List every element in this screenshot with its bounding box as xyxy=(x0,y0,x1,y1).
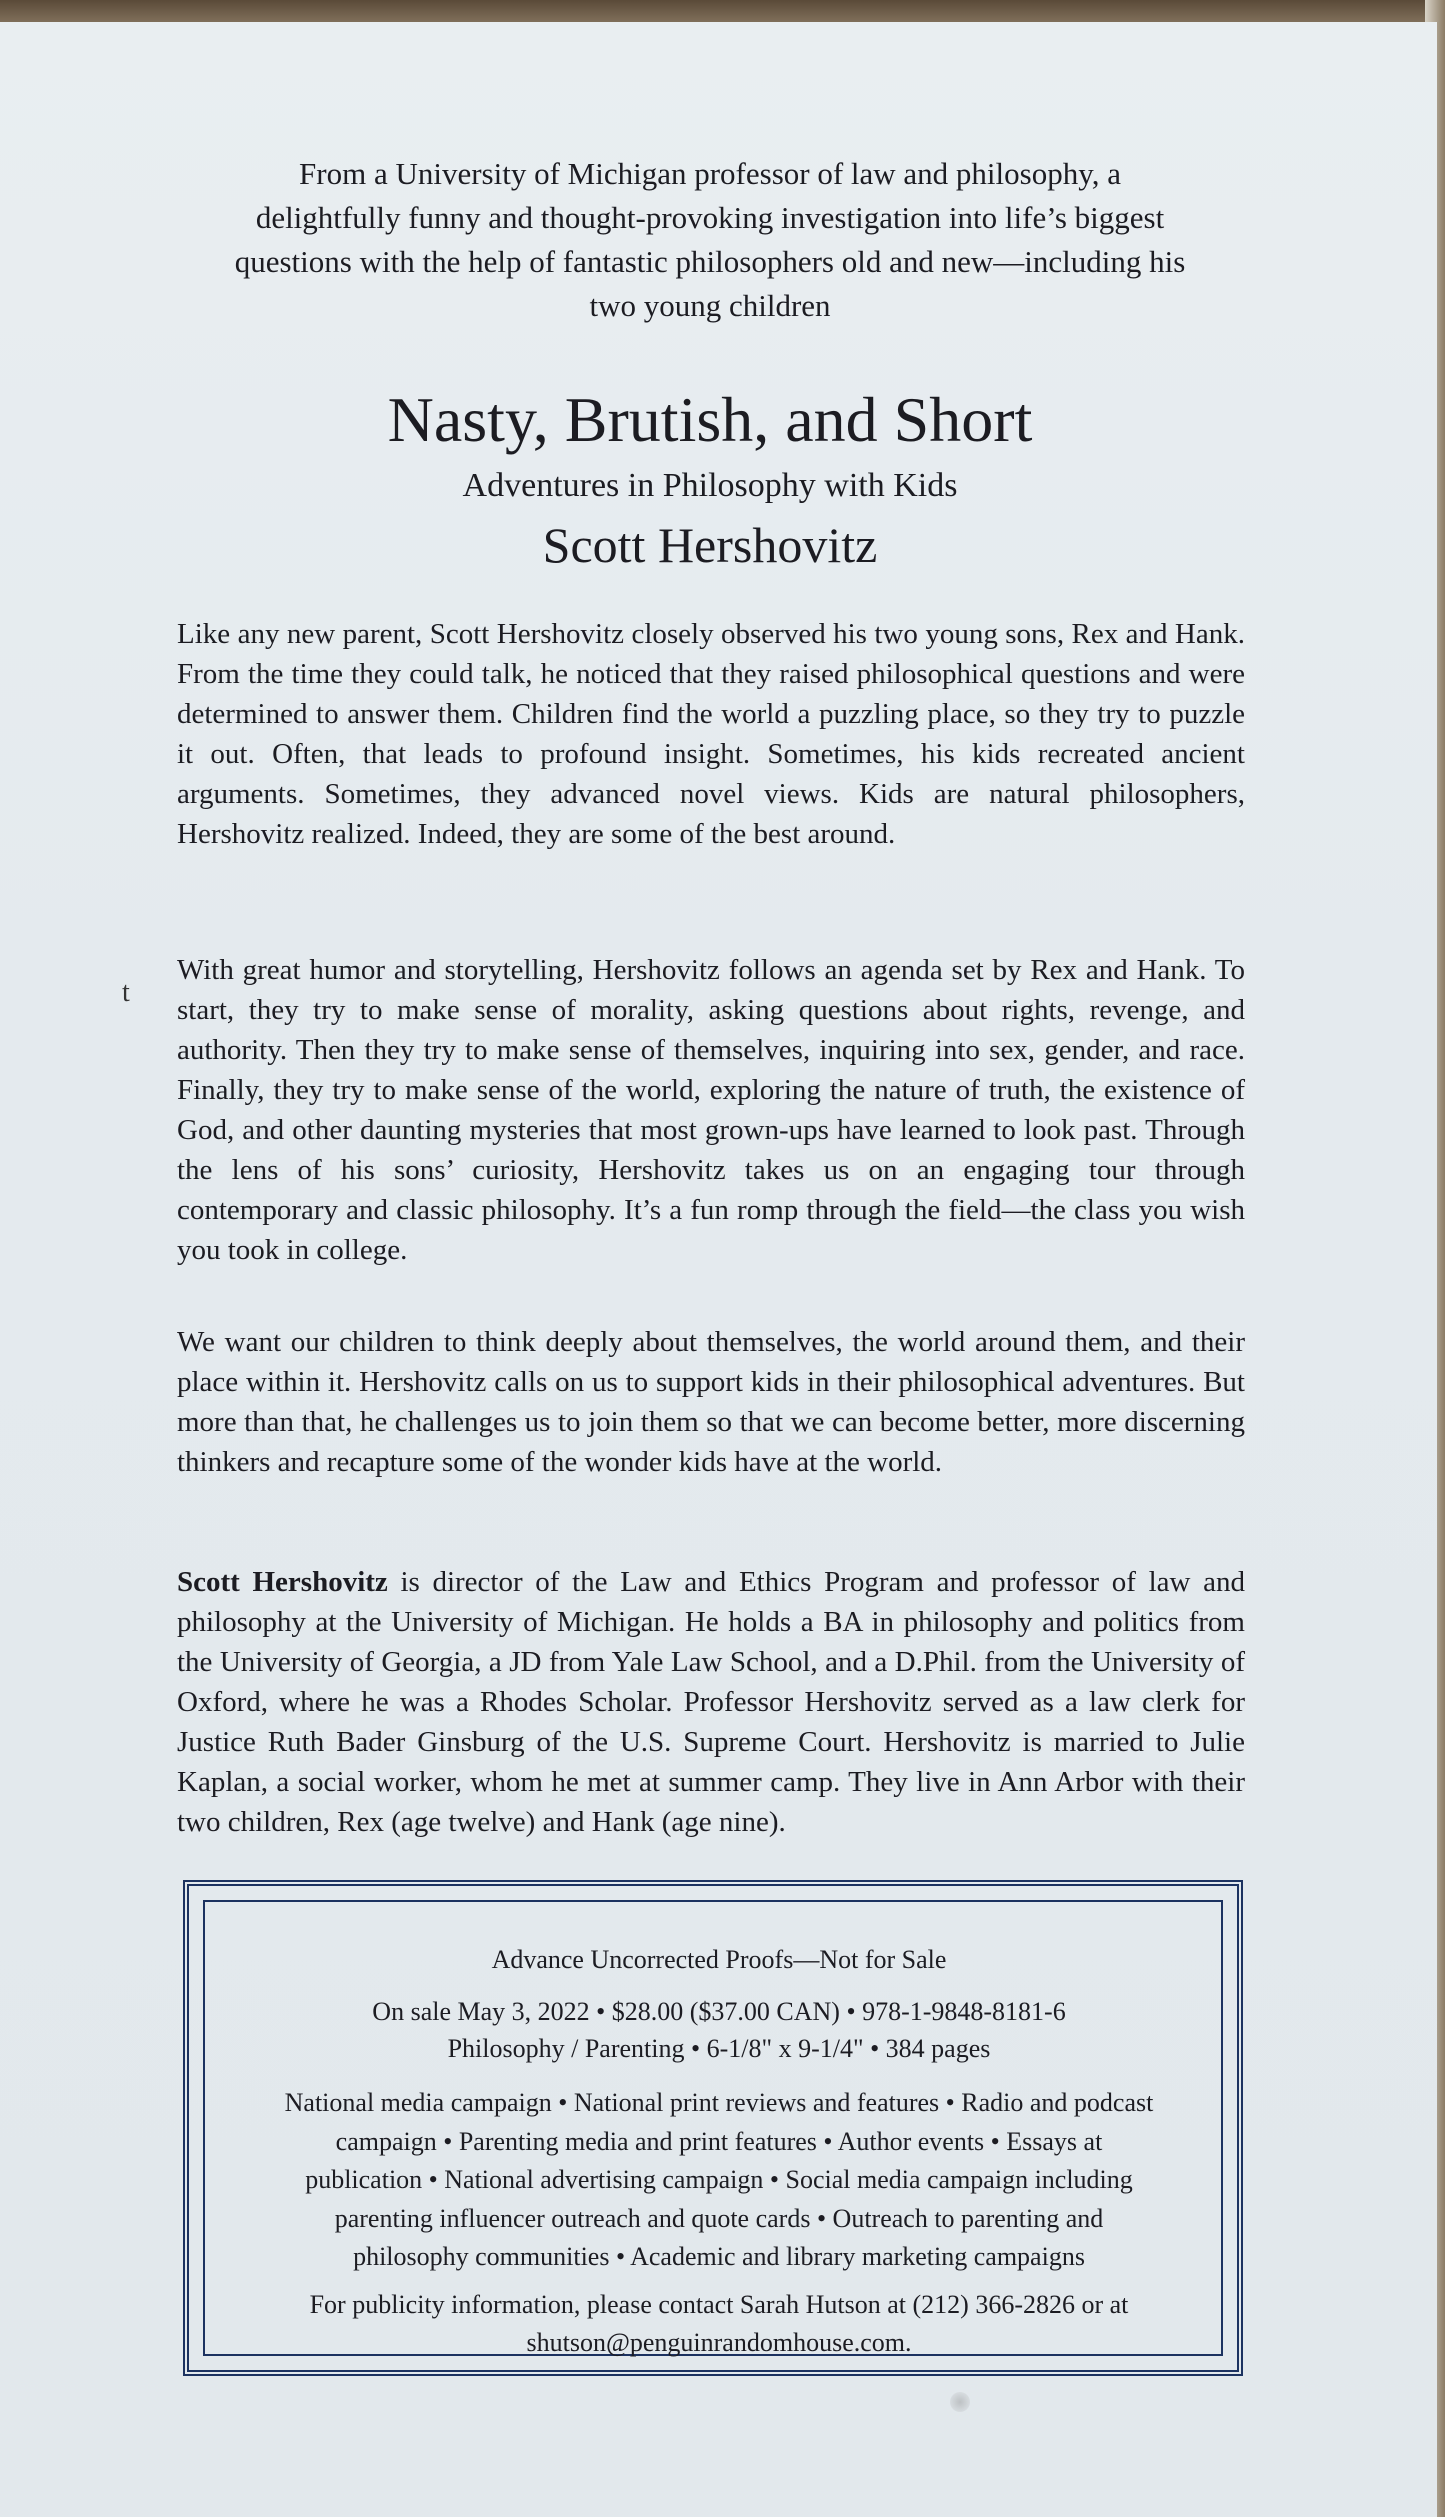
author-bio-text: is director of the Law and Ethics Program and professor of law and philosophy at the University of Michigan. He holds a BA in philosophy and politics from the University of Georgia, a JD from Yale Law School, and a D.Phil. from the University of Oxford, where he was a Rhodes Scholar. Professor Hershovitz served as a law clerk for Justice Ruth Bader Ginsburg of the U.S. Supreme Court. Hershovitz is married to Julie Kaplan, a social worker, whom he met at summer camp. They live in Ann Arbor with their two children, Rex (age twelve) and Hank (age nine). xyxy=(177,1566,1245,1838)
description-paragraph-3: We want our children to think deeply about themselves, the world around them, and their place within it. Hershovitz calls on us to support kids in their philosophical adventures. But more than that, he challenges us to join them so that we can become better, more discerning thinkers and recapture some of the wonder kids have at the world. xyxy=(177,1326,1245,1478)
margin-mark: t xyxy=(122,977,130,1008)
intro-line: delightfully funny and thought-provoking investigation into life’s biggest xyxy=(255,200,1165,235)
book-title: Nasty, Brutish, and Short xyxy=(387,384,1033,455)
intro-line: From a University of Michigan professor of law and philosophy, a xyxy=(299,156,1121,191)
intro-line: two young children xyxy=(589,288,831,323)
marketing-line: campaign • Parenting media and print features • Author events • Essays at xyxy=(335,2126,1103,2156)
author-bio xyxy=(177,1562,1245,1842)
marketing-line: publication • National advertising campaign • Social media campaign including xyxy=(305,2165,1133,2194)
proofs-notice: Advance Uncorrected Proofs—Not for Sale xyxy=(491,1945,947,1974)
publication-info-box xyxy=(183,1880,1243,2376)
intro-blurb xyxy=(170,152,1250,328)
publicity-contact xyxy=(219,2286,1219,2362)
book-back-cover xyxy=(0,22,1437,2517)
marketing-plan xyxy=(219,2084,1219,2277)
sale-details: On sale May 3, 2022 • $28.00 ($37.00 CAN) • 978-1-9848-8181-6 xyxy=(372,1997,1066,2026)
category-details: Philosophy / Parenting • 6-1/8" x 9-1/4" • 384 pages xyxy=(447,2034,991,2063)
paper-smudge xyxy=(950,2392,970,2412)
contact-line: For publicity information, please contact Sarah Hutson at (212) 366-2826 or at xyxy=(309,2290,1129,2319)
intro-line: questions with the help of fantastic philosophers old and new—including his xyxy=(234,244,1186,279)
marketing-line: National media campaign • National print reviews and features • Radio and podcast xyxy=(284,2088,1154,2117)
description-paragraph-2: With great humor and storytelling, Hershovitz follows an agenda set by Rex and Hank. To start, they try to make sense of morality, asking questions about rights, revenge, and authority. Then they try to make sense of themselves, inquiring into sex, gender, and race. Finally, they try to make sense of the world, exploring the nature of truth, the existence of God, and other daunting mysteries that most grown-ups have learned to look past. Through the lens of his sons’ curiosity, Hershovitz takes us on an engaging tour through contemporary and classic philosophy. It’s a fun romp through the field—the class you wish you took in college. xyxy=(177,954,1245,1266)
author-bio-name: Scott Hershovitz xyxy=(177,1566,388,1598)
marketing-line: philosophy communities • Academic and library marketing campaigns xyxy=(353,2242,1085,2271)
marketing-line: parenting influencer outreach and quote cards • Outreach to parenting and xyxy=(334,2203,1104,2233)
book-subtitle: Adventures in Philosophy with Kids xyxy=(462,467,958,504)
contact-email[interactable]: shutson@penguinrandomhouse.com. xyxy=(526,2328,912,2357)
book-author: Scott Hershovitz xyxy=(542,517,878,573)
description-paragraph-1: Like any new parent, Scott Hershovitz closely observed his two young sons, Rex and Hank. From the time they could talk, he noticed that they raised philosophical questions and were determined to answer them. Children find the world a puzzling place, so they try to puzzle it out. Often, that leads to profound insight. Sometimes, his kids recreated ancient arguments. Sometimes, they advanced novel views. Kids are natural philosophers, Hershovitz realized. Indeed, they are some of the best around. xyxy=(177,618,1245,850)
